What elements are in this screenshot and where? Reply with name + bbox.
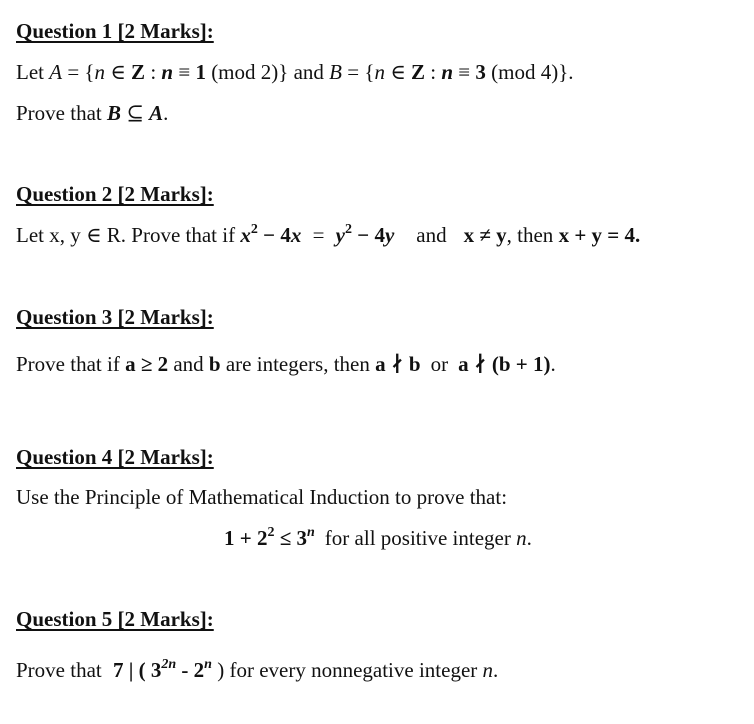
q1-statement: Let A = {n ∈ Z : n ≡ 1 (mod 2)} and B = {n ∈ Z : n ≡ 3 (mod 4)}. xyxy=(16,60,574,84)
q3-statement: Prove that if a ≥ 2 and b are integers, then a ∤ b or a ∤ (b + 1). xyxy=(16,352,556,376)
q1-prove: Prove that B ⊆ A. xyxy=(16,101,169,125)
q5-heading: Question 5 [2 Marks]: xyxy=(16,607,214,631)
q4-heading: Question 4 [2 Marks]: xyxy=(16,445,214,469)
q2-heading: Question 2 [2 Marks]: xyxy=(16,182,214,206)
q1-heading: Question 1 [2 Marks]: xyxy=(16,19,214,43)
q5-statement: Prove that 7 | ( $3^{2n} - 2^n$ ) for every nonnegative integer n. xyxy=(16,657,499,682)
q3-heading: Question 3 [2 Marks]: xyxy=(16,305,214,329)
q2-statement: Let x, y ∈ R. Prove that if $x^2 - 4x = y^2 - 4y$ and x ≠ y, then x + y = 4. xyxy=(16,222,641,247)
q4-intro: Use the Principle of Mathematical Induction to prove that: xyxy=(16,485,508,509)
q4-inequality: $1 + 2^2 \le 3^n$ for all positive integer n. xyxy=(224,525,532,550)
